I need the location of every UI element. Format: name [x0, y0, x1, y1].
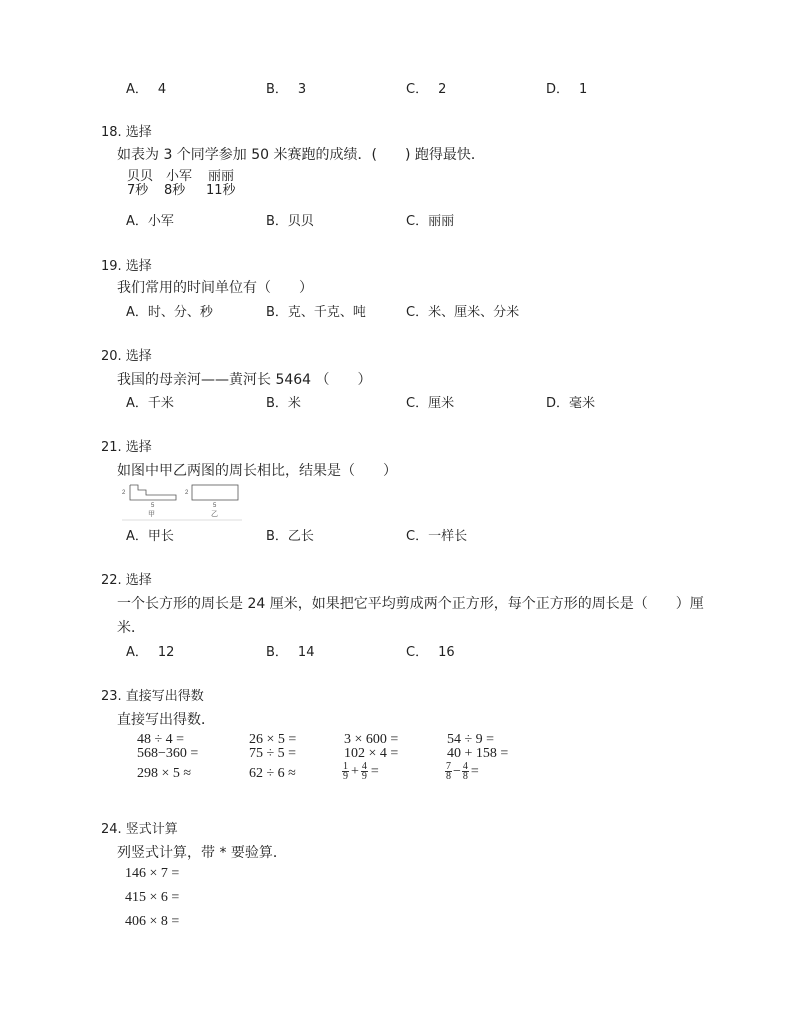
perimeter-figure	[118, 480, 244, 524]
calc-item: 54 ÷ 9 =	[447, 732, 495, 747]
option-c[interactable]	[406, 641, 455, 660]
vertical-calc-item: 146 × 7 =	[125, 866, 180, 881]
calc-item: 102 × 4 =	[344, 746, 399, 761]
side-label: 2	[122, 490, 126, 496]
option-b[interactable]	[266, 525, 314, 544]
equals: =	[370, 763, 379, 779]
question-21-text: 如图中甲乙两图的周长相比，结果是（ ）	[117, 463, 397, 479]
option-b[interactable]	[266, 78, 306, 97]
option-letter: A．	[126, 396, 148, 411]
question-20-header: 20. 选择	[101, 349, 152, 364]
option-letter: C．	[406, 396, 429, 411]
calc-item: 26 × 5 =	[249, 732, 297, 747]
option-value: 毫米	[569, 396, 596, 411]
option-letter: B．	[266, 396, 288, 411]
calc-item: 75 ÷ 5 =	[249, 746, 297, 761]
question-23-header: 23. 直接写出得数	[101, 689, 204, 704]
option-letter: D．	[546, 82, 570, 97]
table-time: 11秒	[206, 183, 236, 198]
question-18-header: 18. 选择	[101, 125, 152, 140]
table-time: 8秒	[164, 183, 186, 198]
option-letter: D．	[546, 396, 570, 411]
option-letter: B．	[266, 645, 288, 660]
option-value: 1	[579, 82, 588, 97]
option-value: 乙长	[287, 529, 314, 544]
option-letter: B．	[266, 529, 288, 544]
denominator: 8	[462, 771, 468, 782]
table-name: 丽丽	[208, 169, 235, 184]
option-value: 克、千克、吨	[287, 305, 366, 320]
option-letter: B．	[266, 305, 288, 320]
option-value: 3	[297, 82, 307, 97]
calc-item: 3 × 600 =	[344, 732, 399, 747]
option-d[interactable]	[546, 392, 595, 411]
option-letter: A．	[126, 305, 148, 320]
option-letter: C．	[406, 305, 429, 320]
question-24-text: 列竖式计算，带 * 要验算．	[117, 845, 287, 861]
question-22-text: 一个长方形的周长是 24 厘米，如果把它平均剪成两个正方形，每个正方形的周长是（ ）厘	[117, 596, 704, 612]
option-value: 2	[438, 82, 447, 97]
option-letter: C．	[406, 529, 429, 544]
option-value: 14	[297, 645, 315, 660]
option-b[interactable]	[266, 210, 314, 229]
question-22-text-cont: 米．	[117, 620, 145, 636]
operator: −	[453, 763, 461, 779]
option-c[interactable]	[406, 78, 446, 97]
option-a[interactable]	[126, 210, 174, 229]
calc-item: 40 + 158 =	[447, 746, 509, 761]
question-18-text: 如表为 3 个同学参加 50 米赛跑的成绩．( ) 跑得最快．	[117, 147, 485, 163]
vertical-calc-item: 415 × 6 =	[125, 890, 180, 905]
option-value: 4	[157, 82, 167, 97]
option-value: 12	[157, 645, 175, 660]
question-19-text: 我们常用的时间单位有（ ）	[117, 280, 313, 296]
option-b[interactable]	[266, 641, 314, 660]
question-21-header: 21. 选择	[101, 440, 152, 455]
option-value: 16	[438, 645, 455, 660]
option-letter: A．	[126, 82, 148, 97]
option-letter: B．	[266, 214, 288, 229]
calc-item: 568−360 =	[137, 746, 199, 761]
option-letter: A．	[126, 645, 148, 660]
option-value: 贝贝	[287, 214, 314, 229]
option-letter: A．	[126, 529, 148, 544]
operator: +	[351, 763, 359, 779]
fraction-calc	[445, 762, 479, 781]
option-d[interactable]	[546, 78, 587, 97]
option-value: 小军	[147, 214, 174, 229]
fraction	[361, 762, 368, 781]
option-value: 千米	[147, 396, 174, 411]
option-a[interactable]	[126, 525, 174, 544]
option-value: 一样长	[428, 529, 468, 544]
fraction-calc	[342, 762, 379, 781]
denominator: 9	[361, 771, 367, 782]
option-letter: C．	[406, 214, 429, 229]
question-23-text: 直接写出得数．	[117, 712, 215, 728]
fraction	[342, 762, 349, 781]
option-letter: A．	[126, 214, 148, 229]
option-a[interactable]	[126, 641, 174, 660]
option-letter: C．	[406, 645, 429, 660]
bottom-label: 5	[151, 503, 155, 509]
option-value: 米、厘米、分米	[428, 305, 520, 320]
option-value: 时、分、秒	[147, 305, 213, 320]
option-c[interactable]	[406, 392, 454, 411]
calc-item: 62 ÷ 6 ≈	[249, 766, 296, 781]
question-24-header: 24. 竖式计算	[101, 822, 178, 837]
option-value: 甲长	[147, 529, 174, 544]
calc-item: 298 × 5 ≈	[137, 766, 192, 781]
numerator: 4	[361, 761, 367, 772]
denominator: 9	[343, 771, 348, 782]
option-letter: C．	[406, 82, 429, 97]
option-c[interactable]	[406, 525, 467, 544]
option-value: 米	[287, 396, 301, 411]
vertical-calc-item: 406 × 8 =	[125, 914, 180, 929]
option-value: 丽丽	[428, 214, 455, 229]
fraction	[445, 762, 452, 781]
denominator: 8	[446, 771, 451, 782]
question-19-header: 19. 选择	[101, 259, 152, 274]
shape-name: 甲	[148, 510, 155, 518]
calc-item: 48 ÷ 4 =	[137, 732, 185, 747]
score-table	[127, 170, 236, 198]
table-time: 7秒	[127, 183, 149, 198]
question-20-text: 我国的母亲河——黄河长 5464 （ ）	[117, 372, 372, 388]
side-label: 2	[185, 490, 189, 496]
option-letter: B．	[266, 82, 288, 97]
table-name: 贝贝	[127, 169, 154, 184]
table-name: 小军	[166, 169, 193, 184]
option-b[interactable]	[266, 392, 301, 411]
numerator: 7	[446, 761, 451, 772]
option-value: 厘米	[428, 396, 455, 411]
option-c[interactable]	[406, 210, 454, 229]
fraction	[462, 762, 469, 781]
option-a[interactable]	[126, 78, 166, 97]
question-22-header: 22. 选择	[101, 573, 152, 588]
shape-name: 乙	[211, 510, 218, 518]
option-c[interactable]	[406, 301, 519, 320]
option-a[interactable]	[126, 392, 174, 411]
option-a[interactable]	[126, 301, 213, 320]
numerator: 1	[343, 761, 348, 772]
bottom-label: 5	[213, 503, 217, 509]
numerator: 4	[462, 761, 468, 772]
equals: =	[470, 763, 479, 779]
option-b[interactable]	[266, 301, 366, 320]
